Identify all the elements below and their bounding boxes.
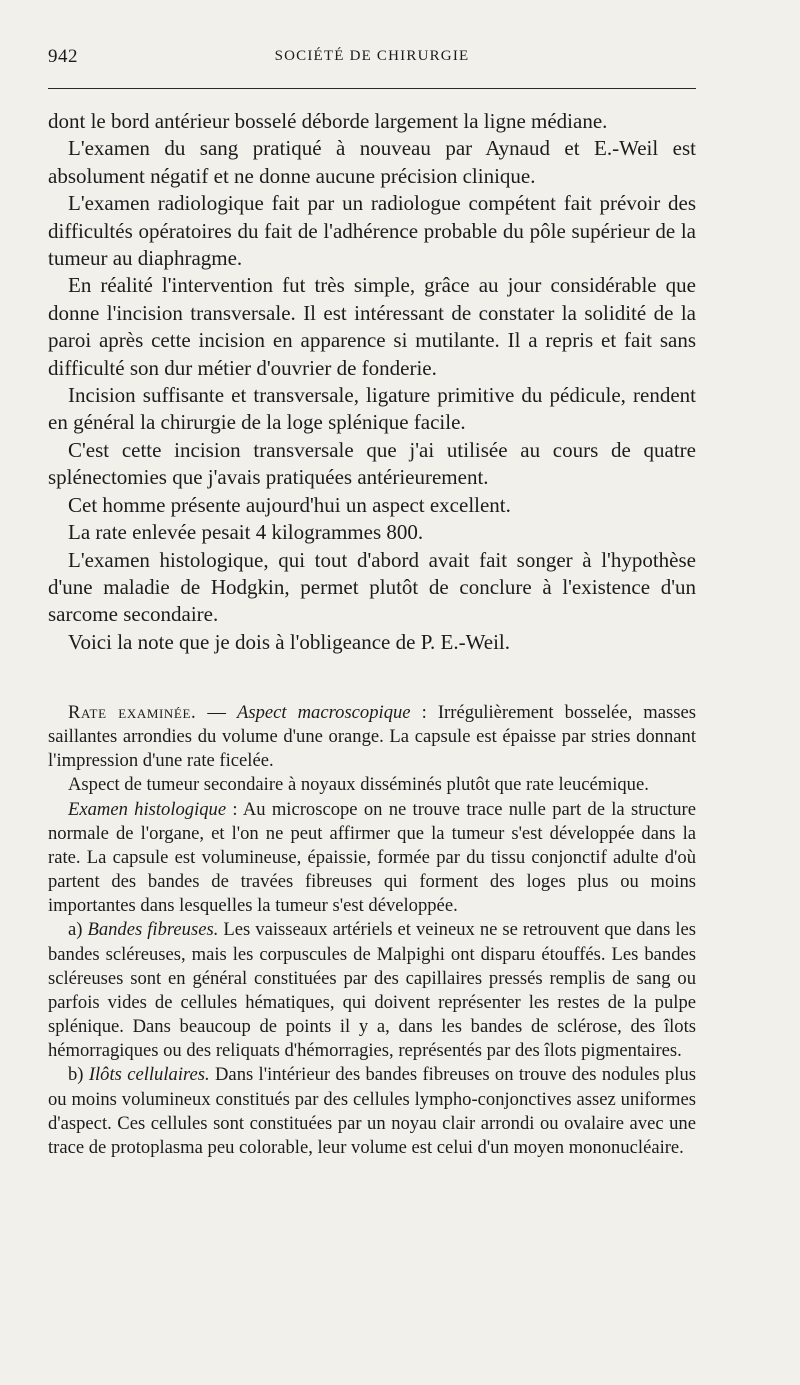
header-rule [48,88,696,89]
page-number: 942 [48,46,78,67]
fibrous-bands-label: Bandes fibreuses. [87,919,219,941]
note-paragraph-histology [48,798,696,919]
rate-examinee-label: Rate examinée. [68,702,197,723]
paragraph: Incision suffisante et transversale, ligature primitive du pédicule, rendent en général la chirurgie de la loge splénique facile. [48,383,696,435]
macroscopic-label: Aspect macroscopique [236,702,411,723]
paragraph: En réalité l'intervention fut très simple, grâce au jour considérable que donne l'incision transversale. Il est intéressant de constater la solidité de la paroi après cette incision en apparence si mutilante. Il a repris et fait sans difficulté son dur métier d'ouvrier de fonderie. [48,273,696,380]
paragraph: C'est cette incision transversale que j'ai utilisée au cours de quatre splénectomies que j'avais pratiquées antérieurement. [48,437,696,490]
paragraph: L'examen histologique, qui tout d'abord avait fait songer à l'hypothèse d'une maladie de Hodgkin, permet plutôt de conclure à l'existence d'un sarcome secondaire. [48,547,696,627]
cell-islets-label: Ilôts cellulaires. [88,1064,210,1086]
fibrous-bands-text: Les vaisseaux artériels et veineux ne se retrouvent que dans les bandes scléreuses, mais les corpuscules de Malpighi ont disparu étouffés. Les bandes scléreuses sont en général constituées par des capillaires pressés remplis de sang ou parfois vides de cellules hématiques, qui doivent représenter les restes de la pulpe splénique. Dans beaucoup de points il y a, dans les bandes de sclérose, des îlots hémorragiques ou des reliquats d'hémorragies, représentés par des îlots pigmentaires. [48,919,697,1062]
note-paragraph-cell-islets [48,1063,696,1160]
item-marker-b: b) [68,1064,89,1086]
note-paragraph-aspect: Aspect de tumeur secondaire à noyaux disséminés plutôt que rate leucémique. [68,774,649,796]
paragraph: Cet homme présente aujourd'hui un aspect excellent. [68,492,511,517]
histology-label: Examen histologique [68,798,227,820]
paragraph: L'examen radiologique fait par un radiologue compétent fait prévoir des difficultés opératoires du fait de l'adhérence probable du pôle supérieur de la tumeur au diaphragme. [48,191,696,271]
note-paragraph-macroscopic [48,701,696,773]
note-paragraph-fibrous-bands [48,918,696,1063]
histology-note [48,701,696,1160]
paragraph: L'examen du sang pratiqué à nouveau par Aynaud et E.-Weil est absolument négatif et ne donne aucune précision clinique. [48,136,696,188]
main-text [48,108,696,656]
cell-islets-text: Dans l'intérieur des bandes fibreuses on trouve des nodules plus ou moins volumineux constitués par des cellules lympho-conjonctives assez uniformes d'aspect. Ces cellules sont constituées par un noyau clair arrondi ou ovalaire avec une trace de protoplasma peu colorable, leur volume est celui d'un moyen mononucléaire. [48,1064,696,1158]
paragraph: La rate enlevée pesait 4 kilogrammes 800. [68,520,424,545]
running-head: SOCIÉTÉ DE CHIRURGIE [274,48,470,64]
macroscopic-text: : Irrégulièrement bosselée, masses saillantes arrondies du volume d'une orange. La capsule est épaisse par stries donnant l'impression d'une rate ficelée. [48,702,696,772]
item-marker-a: a) [68,919,88,941]
page-header [48,46,696,76]
paragraph: Voici la note que je dois à l'obligeance de P. E.-Weil. [68,629,511,654]
em-dash: — [196,702,237,723]
histology-text: : Au microscope on ne trouve trace nulle part de la structure normale de l'organe, et l'on ne peut affirmer que la tumeur s'est développée dans la rate. La capsule est volumineuse, épaissie, formée par du tissu conjonctif adulte d'où partent des bandes de travées fibreuses qui forment des loges plus ou moins importantes dans lesquelles la tumeur s'est développée. [48,798,696,917]
paragraph: dont le bord antérieur bosselé déborde largement la ligne médiane. [48,109,608,133]
